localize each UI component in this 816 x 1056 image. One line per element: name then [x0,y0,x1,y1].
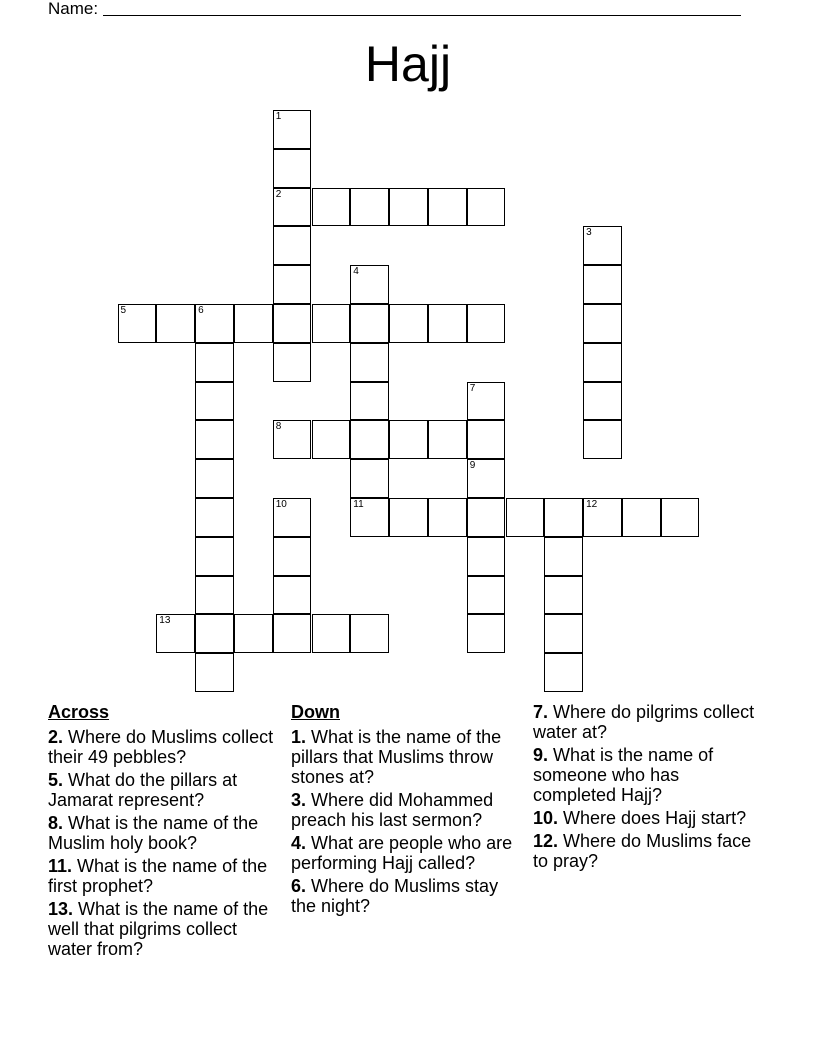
grid-cell[interactable] [506,498,545,537]
clue-number: 3 [586,227,592,239]
grid-cell[interactable] [350,343,389,382]
grid-cell[interactable] [273,188,312,227]
grid-cell[interactable] [544,537,583,576]
clue-item [48,727,280,767]
grid-cell[interactable] [273,149,312,188]
grid-cell[interactable] [467,614,506,653]
down-continued-column [533,700,765,874]
grid-cell[interactable] [273,614,312,653]
grid-cell[interactable] [544,576,583,615]
clue-number-label: 10. [533,808,559,828]
clue-text: What is the name of someone who has completed Hajj? [533,745,714,805]
clue-number-label: 9. [533,745,549,765]
clue-number: 1 [275,111,282,122]
grid-cell[interactable] [428,304,467,343]
grid-cell[interactable] [583,420,622,459]
grid-cell[interactable] [467,382,506,421]
grid-cell[interactable] [428,188,467,227]
across-heading: Across [48,702,110,722]
grid-cell[interactable] [273,576,312,615]
clue-number: 4 [353,266,359,278]
grid-cell[interactable] [350,188,389,227]
grid-cell[interactable] [195,498,234,537]
clue-number-label: 8. [48,813,64,833]
clue-text: What is the name of the Muslim holy book? [48,813,259,853]
page-title: Hajj [364,36,452,92]
grid-cell[interactable] [350,614,389,653]
clue-text: Where do Muslims face to pray? [533,831,752,871]
grid-cell[interactable] [273,265,312,304]
grid-cell[interactable] [350,265,389,304]
grid-cell[interactable] [234,614,273,653]
grid-cell[interactable] [544,498,583,537]
grid-cell[interactable] [195,382,234,421]
grid-cell[interactable] [273,110,312,149]
clue-text: Where do pilgrims collect water at? [533,702,755,742]
clue-item [291,876,523,916]
grid-cell[interactable] [428,498,467,537]
grid-cell[interactable] [467,304,506,343]
clue-item [48,856,280,896]
clue-number: 5 [120,305,127,316]
grid-cell[interactable] [389,304,428,343]
grid-cell[interactable] [195,459,234,498]
grid-cell[interactable] [544,653,583,692]
clue-text: What is the name of the first prophet? [48,856,268,896]
grid-cell[interactable] [583,265,622,304]
clue-text: What is the name of the pillars that Muslims throw stones at? [291,727,502,787]
clue-text: What do the pillars at Jamarat represent? [48,770,238,810]
grid-cell[interactable] [118,304,157,343]
across-clue-list [48,727,280,959]
grid-cell[interactable] [195,343,234,382]
grid-cell[interactable] [622,498,661,537]
grid-cell[interactable] [467,459,506,498]
grid-cell[interactable] [156,614,195,653]
down-continued-clue-list [533,702,765,871]
down-clue-list [291,727,523,916]
down-heading: Down [291,702,340,722]
across-column [48,700,280,962]
clue-text: Where do Muslims collect their 49 pebbles? [48,727,274,767]
grid-cell[interactable] [661,498,700,537]
clue-text: Where did Mohammed preach his last sermon? [291,790,494,830]
clue-number-label: 4. [291,833,307,853]
grid-cell[interactable] [312,614,351,653]
clue-item [291,833,523,873]
clue-number-label: 11. [48,856,73,876]
clue-item [48,899,280,959]
grid-cell[interactable] [583,226,622,265]
grid-cell[interactable] [273,226,312,265]
grid-cell[interactable] [273,343,312,382]
grid-cell[interactable] [389,188,428,227]
grid-cell[interactable] [350,382,389,421]
grid-cell[interactable] [467,537,506,576]
grid-cell[interactable] [583,498,622,537]
grid-cell[interactable] [273,420,312,459]
grid-cell[interactable] [467,576,506,615]
grid-cell[interactable] [312,188,351,227]
clue-number-label: 12. [533,831,559,851]
grid-cell[interactable] [583,304,622,343]
clue-text: Where do Muslims stay the night? [291,876,499,916]
grid-cell[interactable] [428,420,467,459]
grid-cell[interactable] [312,420,351,459]
grid-cell[interactable] [195,614,234,653]
grid-cell[interactable] [350,498,389,537]
clue-item [291,727,523,787]
clue-number: 9 [469,460,476,472]
grid-cell[interactable] [156,304,195,343]
grid-cell[interactable] [350,304,389,343]
grid-cell[interactable] [195,653,234,692]
clue-number: 7 [469,382,476,394]
grid-cell[interactable] [273,537,312,576]
grid-cell[interactable] [467,498,506,537]
clue-number: 10 [275,499,287,510]
clue-item [533,808,765,828]
name-label: Name: [48,0,99,18]
clue-number-label: 5. [48,770,64,790]
clue-number-label: 1. [291,727,307,747]
grid-cell[interactable] [544,614,583,653]
clue-number: 8 [275,421,282,433]
grid-cell[interactable] [234,304,273,343]
grid-cell[interactable] [273,498,312,537]
clue-text: Where does Hajj start? [558,808,747,828]
grid-cell[interactable] [467,420,506,459]
clue-number-label: 6. [291,876,307,896]
clue-number-label: 3. [291,790,307,810]
grid-cell[interactable] [583,343,622,382]
clue-number: 11 [353,499,364,510]
clue-item [533,702,765,742]
clue-number-label: 13. [48,899,74,919]
clue-item [533,831,765,871]
clue-item [291,790,523,830]
grid-cell[interactable] [195,537,234,576]
clue-number: 6 [198,305,204,316]
clue-text: What is the name of the well that pilgrims collect water from? [48,899,269,959]
down-column [291,700,523,919]
grid-cell[interactable] [273,304,312,343]
grid-cell[interactable] [195,576,234,615]
clue-item [48,770,280,810]
clue-number-label: 2. [48,727,64,747]
grid-cell[interactable] [195,304,234,343]
grid-cell[interactable] [350,459,389,498]
grid-cell[interactable] [467,188,506,227]
clue-text: What are people who are performing Hajj called? [291,833,513,873]
grid-cell[interactable] [389,498,428,537]
grid-cell[interactable] [350,420,389,459]
clue-number: 13 [159,615,171,627]
grid-cell[interactable] [583,382,622,421]
grid-cell[interactable] [389,420,428,459]
clue-number: 2 [275,188,282,200]
grid-cell[interactable] [312,304,351,343]
clue-number-label: 7. [533,702,549,722]
clue-item [533,745,765,805]
grid-cell[interactable] [195,420,234,459]
clue-number: 12 [586,499,598,510]
clue-item [48,813,280,853]
